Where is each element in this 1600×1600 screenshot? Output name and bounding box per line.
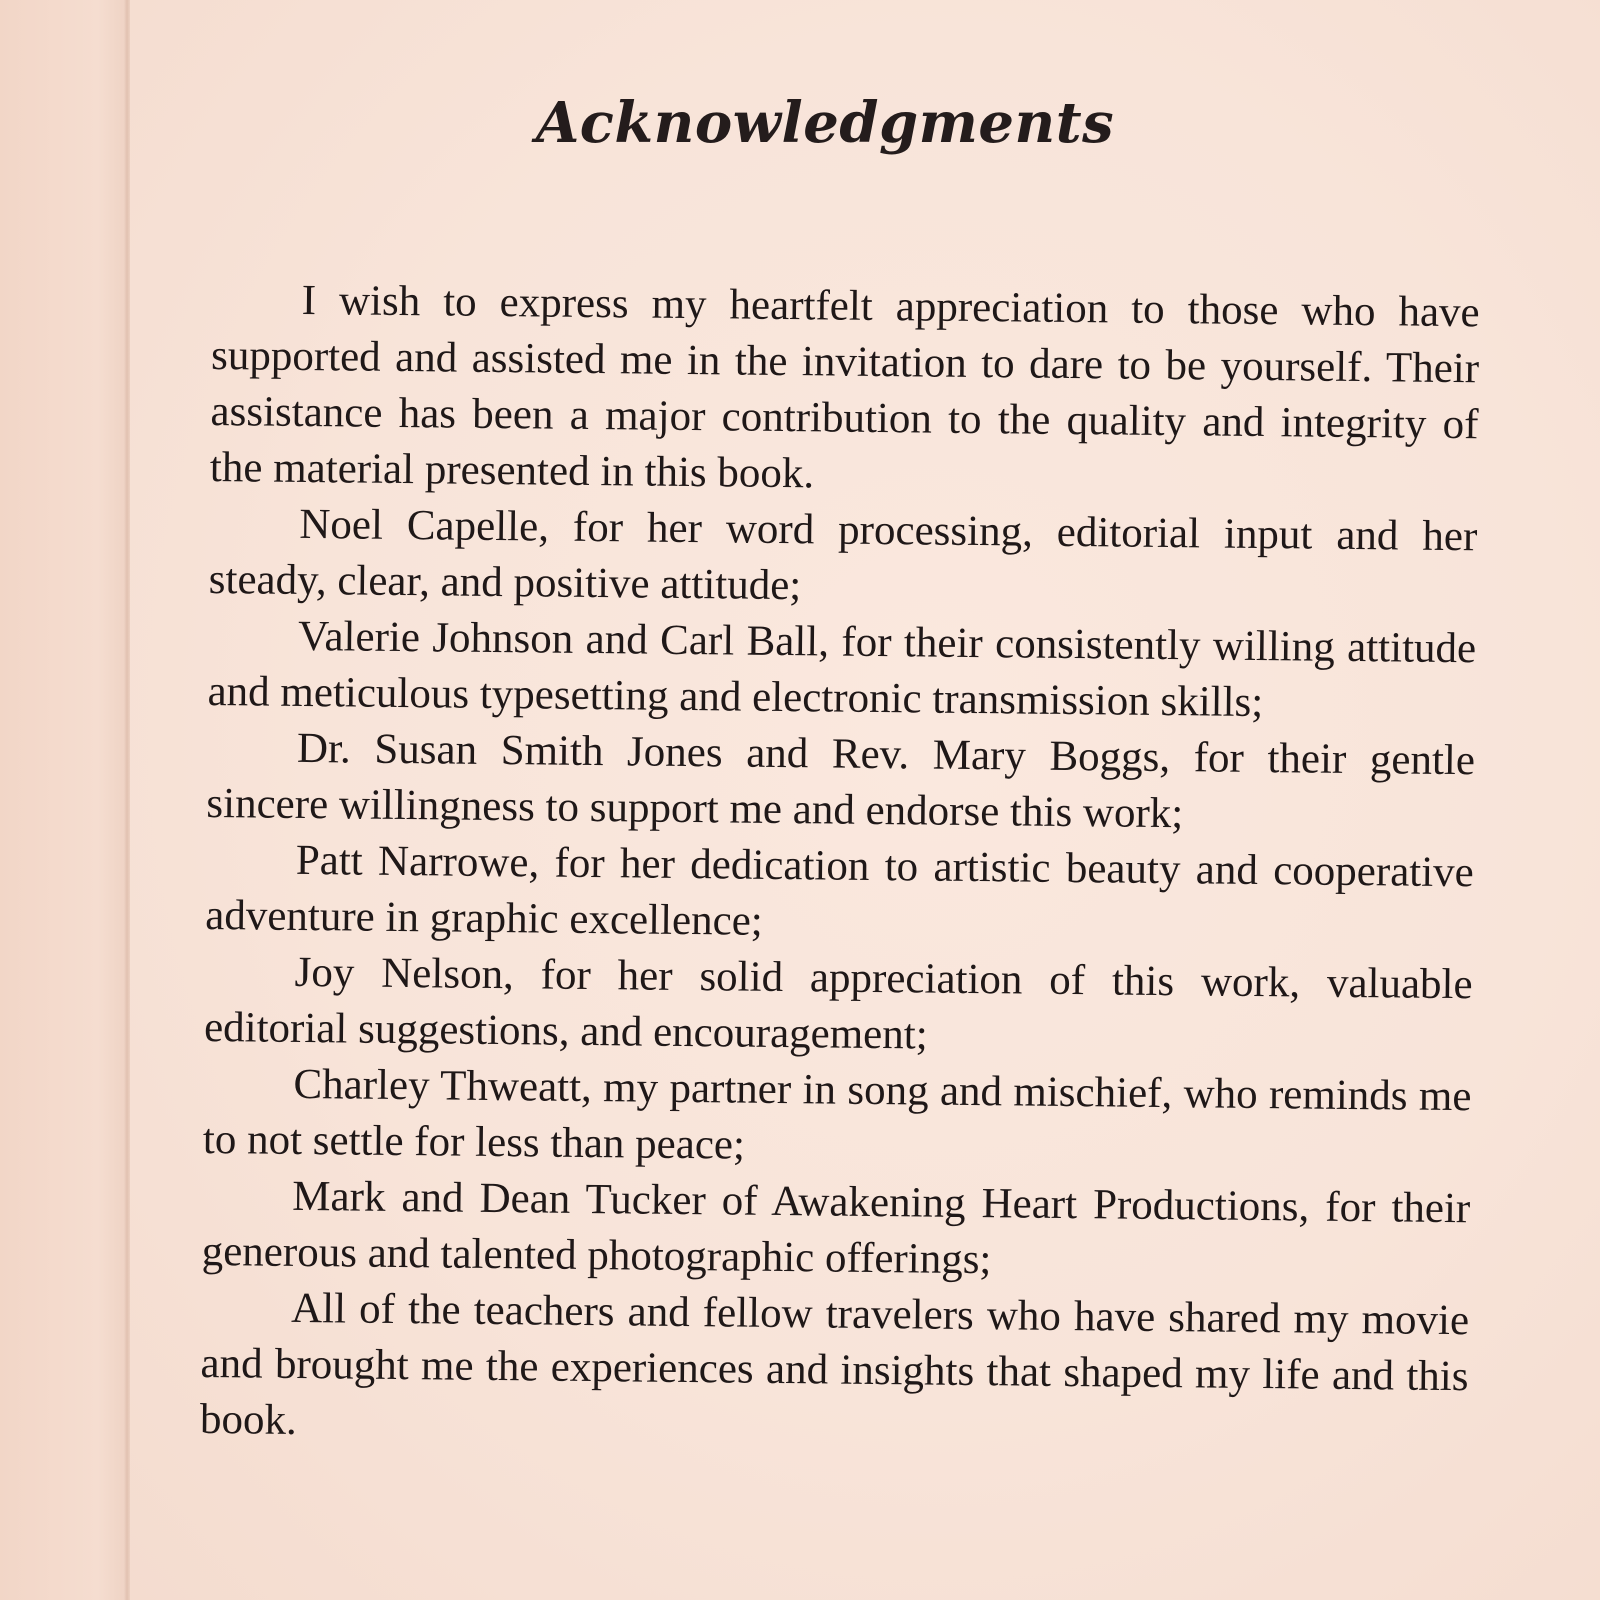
page-gutter: [124, 0, 130, 1600]
acknowledgment-johnson-ball: Valerie Johnson and Carl Ball, for their consistently willing attitude and meticulous typesetting and electronic transmission skills;: [207, 612, 1477, 727]
acknowledgment-capelle: Noel Capelle, for her word processing, editorial input and her steady, clear, and positive attitude;: [208, 500, 1478, 610]
acknowledgment-thweatt: Charley Thweatt, my partner in song and mischief, who reminds me to not settle for less than peace;: [202, 1060, 1472, 1169]
acknowledgment-narrowe: Patt Narrowe, for her dedication to artistic beauty and cooperative adventure in graphic excellence;: [205, 836, 1475, 945]
acknowledgment-jones-boggs: Dr. Susan Smith Jones and Rev. Mary Boggs, for their gentle sincere willingness to support me and endorse this work;: [206, 724, 1476, 838]
acknowledgment-nelson: Joy Nelson, for her solid appreciation of this work, valuable editorial suggestions, and encouragement;: [203, 948, 1473, 1059]
acknowledgment-teachers: All of the teachers and fellow travelers who have shared my movie and brought me the experiences and insights that shaped my life and this book.: [199, 1284, 1470, 1444]
acknowledgment-tucker: Mark and Dean Tucker of Awakening Heart Productions, for their generous and talented photographic offerings;: [201, 1172, 1471, 1284]
left-page-edge: [0, 0, 140, 1600]
page-title: Acknowledgments: [535, 90, 1115, 156]
acknowledgments-body: [200, 272, 1480, 1461]
intro-paragraph: I wish to express my heartfelt appreciation to those who have supported and assisted me in the invitation to dare to be yourself. Their assistance has been a major contribution to the quality and integrity of the material presented in this book.: [209, 276, 1480, 498]
